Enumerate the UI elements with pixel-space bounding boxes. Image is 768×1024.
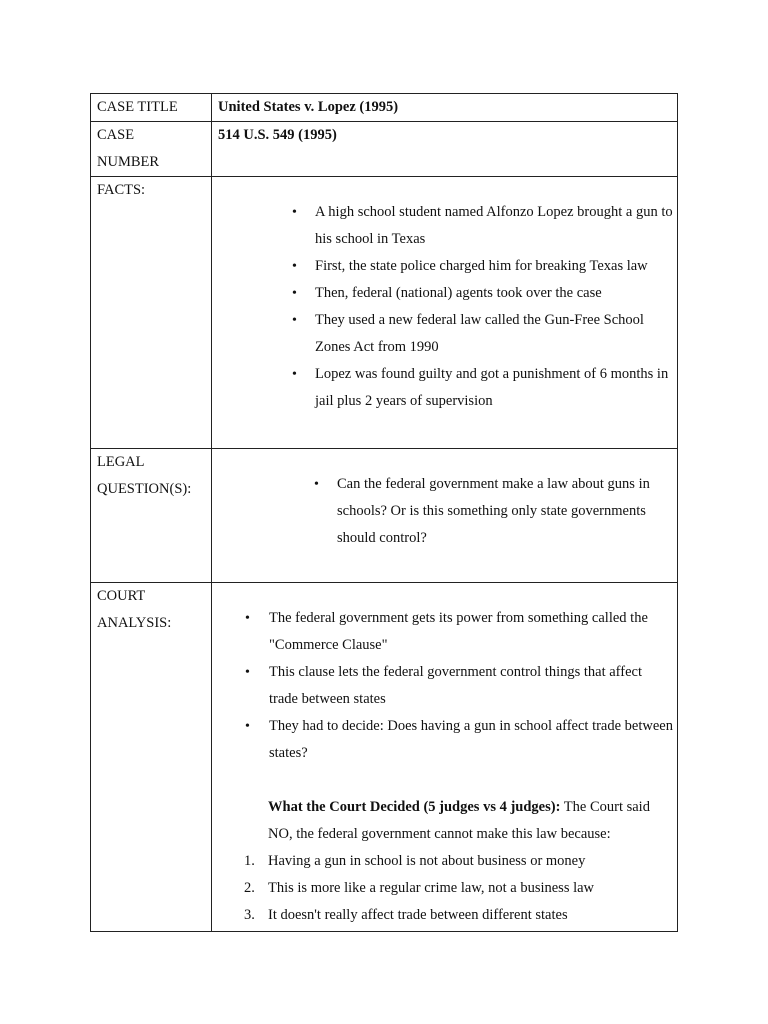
facts-row: [91, 177, 678, 449]
list-item: • Can the federal government make a law about guns in schools? Or is this something only state governments should control?: [336, 471, 673, 552]
case-number-label-line1: CASE: [97, 127, 135, 143]
reason-text: It doesn't really affect trade between different states: [268, 907, 568, 923]
list-item: • The federal government gets its power from something called the "Commerce Clause": [268, 605, 673, 659]
court-analysis-list: [268, 605, 673, 767]
reason-text: This is more like a regular crime law, not a business law: [268, 880, 595, 896]
case-title-value: United States v. Lopez (1995): [212, 94, 678, 122]
facts-list: [314, 199, 673, 415]
case-title-row: [91, 94, 678, 122]
list-item: [244, 902, 673, 929]
case-number-row: [91, 122, 678, 177]
court-analysis-label: [91, 583, 212, 932]
case-brief-table: [90, 93, 678, 932]
legal-question-label-line1: LEGAL: [97, 454, 145, 470]
legal-question-list: [336, 471, 673, 552]
list-item: [244, 875, 673, 902]
reason-number: 1.: [244, 853, 255, 869]
list-item: • First, the state police charged him for breaking Texas law: [314, 253, 673, 280]
reason-text: Having a gun in school is not about business or money: [268, 853, 586, 869]
court-analysis-label-line1: COURT: [97, 588, 146, 604]
court-reasons-list: [244, 848, 673, 929]
list-item: • Lopez was found guilty and got a punishment of 6 months in jail plus 2 years of supervision: [314, 361, 673, 415]
case-number-label: [91, 122, 212, 177]
court-decision-paragraph: [268, 794, 673, 848]
case-title-label: CASE TITLE: [91, 94, 212, 122]
legal-question-row: [91, 449, 678, 583]
case-number-label-line2: NUMBER: [97, 154, 160, 170]
court-decision-text: The Court said NO, the federal government cannot make this law because:: [268, 799, 650, 842]
court-analysis-value: [212, 583, 678, 932]
reason-number: 2.: [244, 880, 255, 896]
list-item: [244, 848, 673, 875]
facts-label: FACTS:: [91, 177, 212, 449]
legal-question-label-line2: QUESTION(S):: [97, 481, 192, 497]
legal-question-label: [91, 449, 212, 583]
list-item: • They used a new federal law called the Gun-Free School Zones Act from 1990: [314, 307, 673, 361]
reason-number: 3.: [244, 907, 255, 923]
court-analysis-row: [91, 583, 678, 932]
list-item: • Then, federal (national) agents took over the case: [314, 280, 673, 307]
legal-question-value: [212, 449, 678, 583]
list-item: • They had to decide: Does having a gun in school affect trade between states?: [268, 713, 673, 767]
court-analysis-label-line2: ANALYSIS:: [97, 615, 172, 631]
facts-value: [212, 177, 678, 449]
list-item: • This clause lets the federal government control things that affect trade between states: [268, 659, 673, 713]
court-decision-heading: What the Court Decided (5 judges vs 4 judges):: [268, 799, 561, 815]
case-number-value: 514 U.S. 549 (1995): [212, 122, 678, 177]
list-item: • A high school student named Alfonzo Lopez brought a gun to his school in Texas: [314, 199, 673, 253]
